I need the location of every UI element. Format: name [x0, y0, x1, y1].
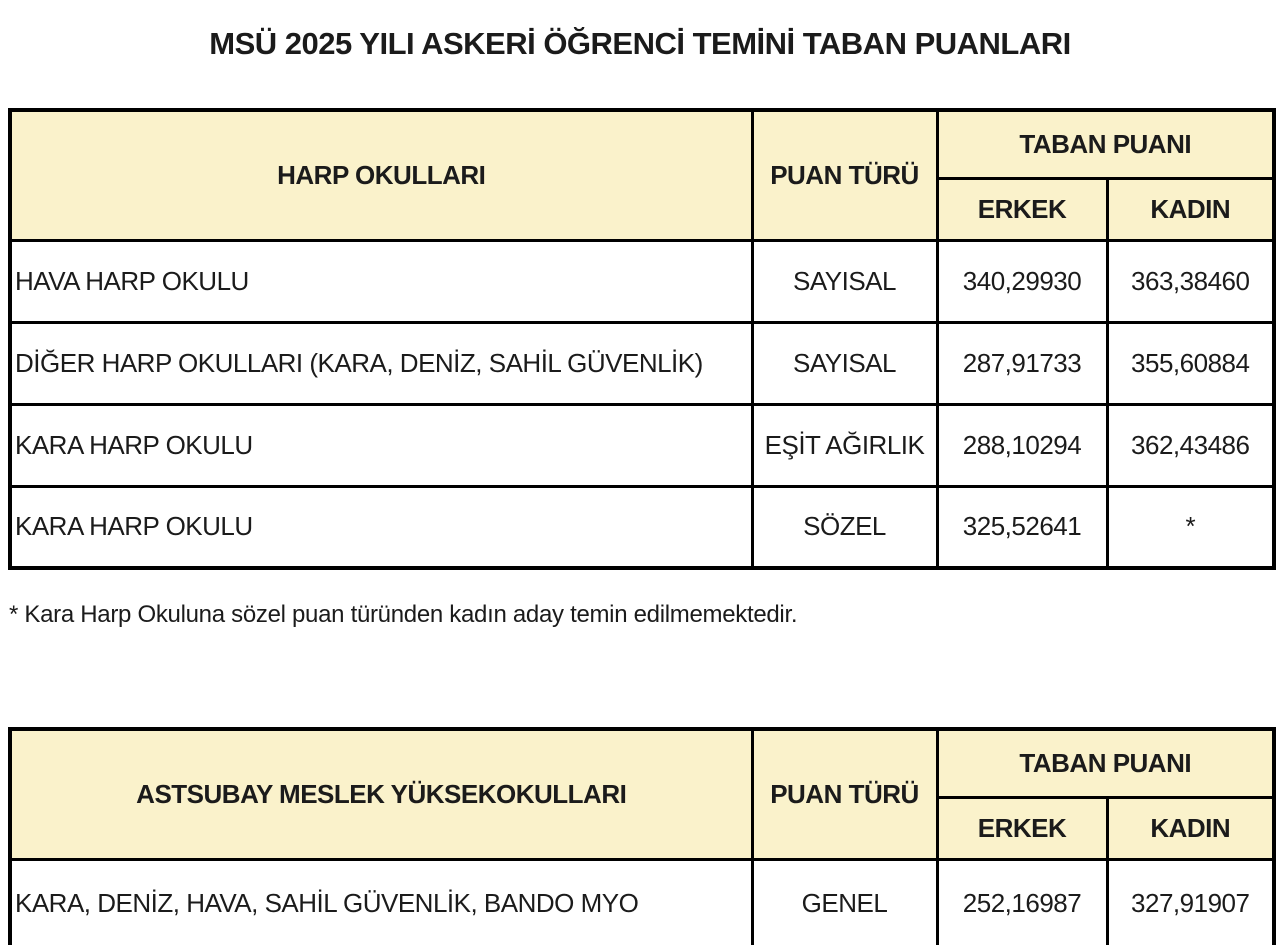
taban-puani-group-header: TABAN PUANI [937, 110, 1274, 178]
taban-puani-group-header: TABAN PUANI [937, 729, 1274, 797]
score-type-cell: SAYISAL [752, 240, 937, 322]
score-type-cell: GENEL [752, 859, 937, 945]
school-name-cell: HAVA HARP OKULU [10, 240, 752, 322]
kadin-column-header: KADIN [1107, 797, 1274, 859]
table-row [10, 404, 1274, 486]
category-column-header: HARP OKULLARI [10, 110, 752, 240]
erkek-score-cell: 288,10294 [937, 404, 1107, 486]
kadin-score-cell: * [1107, 486, 1274, 568]
score-type-cell: SAYISAL [752, 322, 937, 404]
harp-okullari-table [8, 108, 1276, 570]
kadin-score-cell: 327,91907 [1107, 859, 1274, 945]
erkek-score-cell: 252,16987 [937, 859, 1107, 945]
kadin-score-cell: 363,38460 [1107, 240, 1274, 322]
school-name-cell: DİĞER HARP OKULLARI (KARA, DENİZ, SAHİL GÜVENLİK) [10, 322, 752, 404]
erkek-column-header: ERKEK [937, 797, 1107, 859]
footnote: * Kara Harp Okuluna sözel puan türünden kadın aday temin edilmemektedir. [9, 601, 798, 628]
score-type-cell: EŞİT AĞIRLIK [752, 404, 937, 486]
score-type-column-header: PUAN TÜRÜ [752, 729, 937, 859]
kadin-score-cell: 362,43486 [1107, 404, 1274, 486]
category-column-header: ASTSUBAY MESLEK YÜKSEKOKULLARI [10, 729, 752, 859]
erkek-score-cell: 325,52641 [937, 486, 1107, 568]
document-title: MSÜ 2025 YILI ASKERİ ÖĞRENCİ TEMİNİ TABAN PUANLARI [209, 26, 1071, 61]
table-row [10, 240, 1274, 322]
table-row [10, 859, 1274, 945]
school-name-cell: KARA HARP OKULU [10, 404, 752, 486]
table-row [10, 486, 1274, 568]
erkek-column-header: ERKEK [937, 178, 1107, 240]
table-row [10, 322, 1274, 404]
astsubay-myo-table [8, 727, 1276, 945]
score-type-column-header: PUAN TÜRÜ [752, 110, 937, 240]
school-name-cell: KARA, DENİZ, HAVA, SAHİL GÜVENLİK, BANDO MYO [10, 859, 752, 945]
school-name-cell: KARA HARP OKULU [10, 486, 752, 568]
kadin-score-cell: 355,60884 [1107, 322, 1274, 404]
erkek-score-cell: 340,29930 [937, 240, 1107, 322]
kadin-column-header: KADIN [1107, 178, 1274, 240]
erkek-score-cell: 287,91733 [937, 322, 1107, 404]
score-type-cell: SÖZEL [752, 486, 937, 568]
